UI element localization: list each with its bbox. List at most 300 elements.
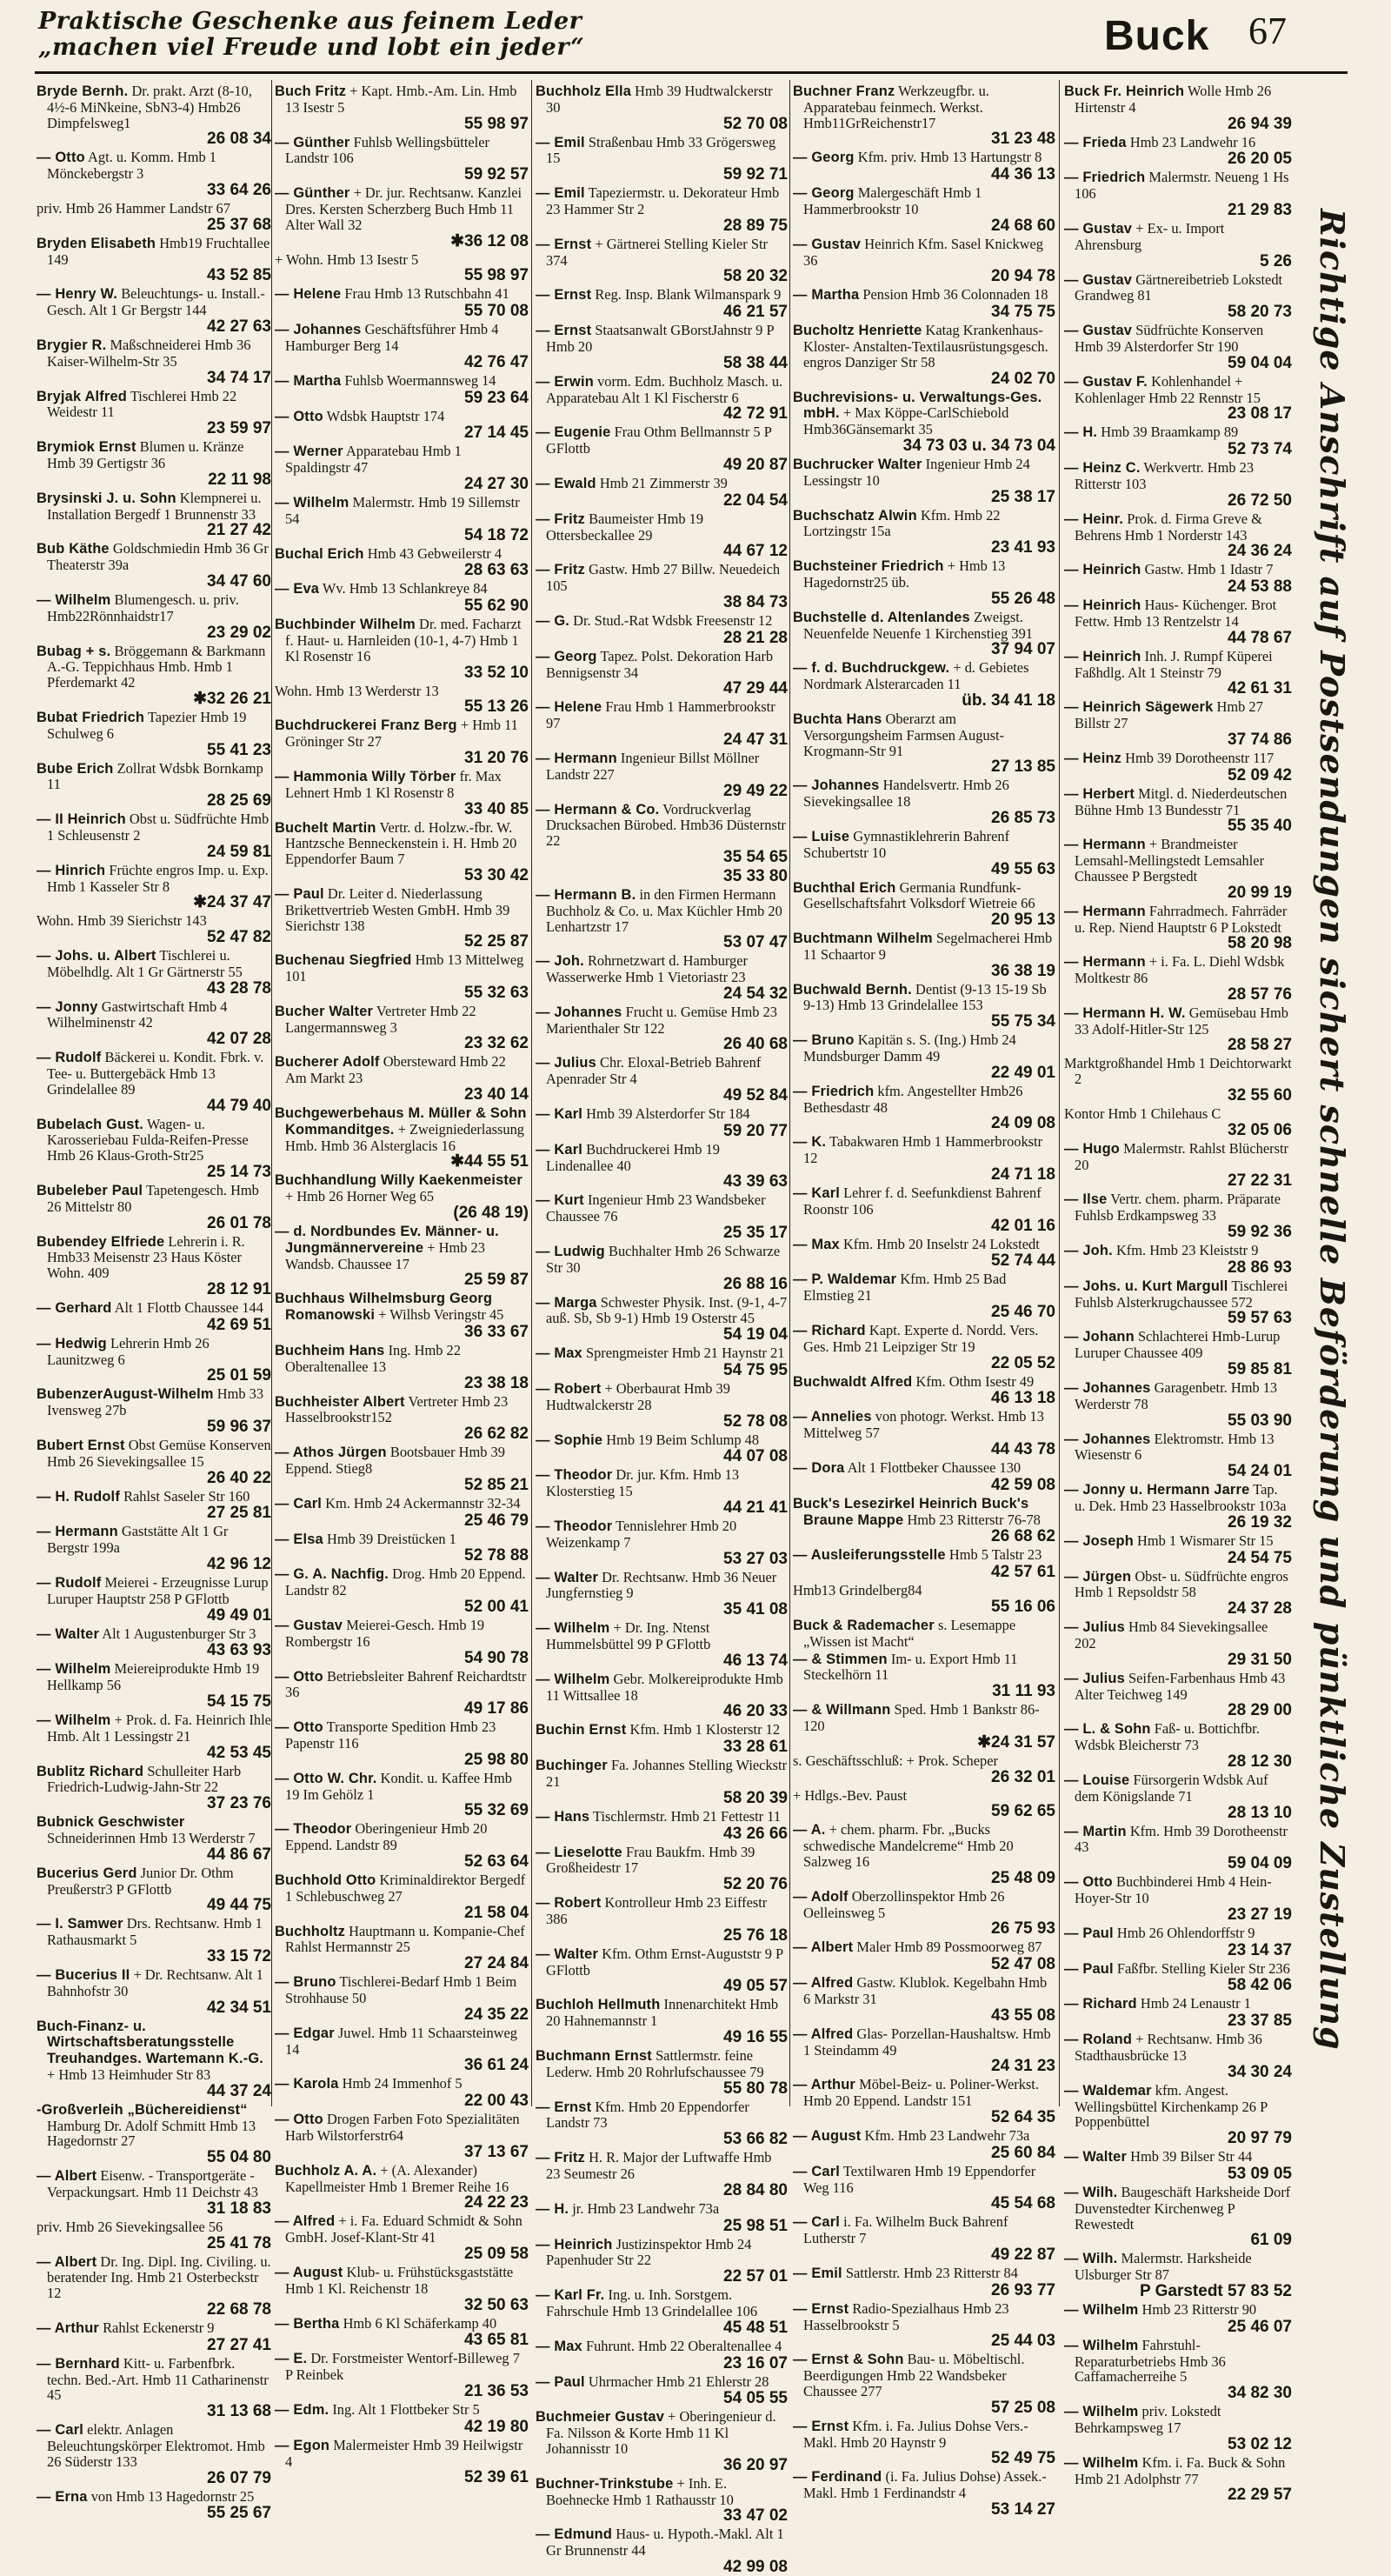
entry-details: Gastw. Hmb 27 Billw. Neuedeich 105 bbox=[546, 561, 781, 595]
entry-phone: 23 27 19 bbox=[1228, 1905, 1292, 1924]
entry-details: Kapt. Experte d. Nordd. Vers. Ges. Hmb 21 Leipziger Str 19 bbox=[803, 1322, 1039, 1355]
entry-details: Drs. Rechtsanw. Hmb 1 Rathausmarkt 5 bbox=[47, 1915, 263, 1949]
entry-phone: 52 47 82 bbox=[207, 928, 271, 947]
entry-phone: 54 05 55 bbox=[723, 2389, 788, 2408]
entry-name: — Albert bbox=[793, 1939, 854, 1956]
directory-entry bbox=[1064, 2149, 1292, 2183]
entry-name: — Bruno bbox=[275, 1974, 336, 1991]
directory-entry bbox=[1064, 323, 1292, 372]
entry-details: Tischlermstr. Hmb 21 Fettestr 11 bbox=[593, 1807, 782, 1825]
directory-entry bbox=[536, 2099, 788, 2149]
entry-name: — Heinrich bbox=[1064, 648, 1141, 664]
entry-details: Heinrich Kfm. Sasel Knickweg 36 bbox=[803, 235, 1043, 269]
entry-details: jr. Hmb 23 Landwehr 73a bbox=[572, 2199, 720, 2217]
entry-details: Haus- u. Hypoth.-Makl. Alt 1 Gr Brunnenstr 44 bbox=[546, 2526, 784, 2559]
entry-phone: üb. 34 41 18 bbox=[962, 691, 1055, 710]
entry-name: — Julius bbox=[536, 1055, 596, 1071]
entry-details: Ingenieur Hmb 23 Wandsbeker Chaussee 76 bbox=[546, 1191, 766, 1225]
directory-entry bbox=[37, 1234, 271, 1298]
entry-details: in den Firmen Hermann Buchholz & Co. u. Max Küchler Hmb 20 Lenhartzstr 17 bbox=[546, 885, 782, 935]
directory-entry bbox=[536, 2526, 788, 2576]
entry-name: — Ferdinand bbox=[793, 2469, 882, 2486]
directory-entry bbox=[37, 541, 271, 591]
directory-entry bbox=[536, 802, 788, 866]
directory-entry bbox=[37, 644, 271, 708]
entry-name: — Ernst bbox=[793, 2300, 849, 2317]
entry-details: Werkzeugfbr. u. Apparatebau feinmech. Werkst. Hmb11GrReichenstr17 bbox=[803, 83, 989, 131]
entry-name: — Waldemar bbox=[1064, 2082, 1152, 2099]
entry-details: Alt 1 Flottbeker Chaussee 130 bbox=[847, 1459, 1022, 1477]
entry-name: — Theodor bbox=[275, 1821, 352, 1838]
entry-details: Hmb 24 Lenaustr 1 bbox=[1140, 1995, 1251, 2012]
entry-phone: 37 23 76 bbox=[207, 1794, 271, 1813]
entry-name: — Heinrich bbox=[1064, 597, 1141, 614]
entry-phone: 28 29 00 bbox=[1228, 1701, 1292, 1720]
entry-phone: 53 02 12 bbox=[1228, 2434, 1292, 2453]
directory-entry bbox=[275, 2438, 529, 2487]
directory-entry bbox=[1064, 837, 1292, 901]
entry-name: — Roland bbox=[1064, 2032, 1133, 2048]
entry-details: Malergeschäft Hmb 1 Hammerbrookstr 10 bbox=[803, 184, 982, 217]
directory-entry bbox=[1064, 1925, 1292, 1959]
entry-details: + chem. pharm. Fbr. „Bucks schwedische Mandelcreme“ Hmb 20 Salzweg 16 bbox=[803, 1821, 1014, 1870]
entry-phone: 24 27 30 bbox=[464, 474, 529, 493]
directory-entry bbox=[1064, 460, 1292, 510]
entry-phone: 42 59 08 bbox=[991, 1475, 1055, 1494]
entry-details: Kfm. Hmb 20 Eppendorfer Landstr 73 bbox=[546, 2098, 749, 2132]
entry-details: + d. Gebietes Nordmark Alsterarcaden 11 bbox=[803, 659, 1029, 693]
directory-entry bbox=[793, 1323, 1055, 1372]
entry-details: von photogr. Werkst. Hmb 13 Mittelweg 57 bbox=[803, 1408, 1044, 1442]
directory-entry bbox=[1064, 699, 1292, 749]
directory-entry bbox=[275, 617, 529, 681]
entry-phone: 42 61 31 bbox=[1228, 679, 1292, 698]
directory-entry bbox=[793, 660, 1055, 710]
directory-entry bbox=[536, 83, 788, 133]
entry-details: Inh. J. Rumpf Küperei Faßhdlg. Alt 1 Steinstr 79 bbox=[1075, 647, 1273, 681]
entry-phone: 20 99 19 bbox=[1228, 883, 1292, 902]
entry-phone: 23 16 07 bbox=[723, 2353, 788, 2372]
entry-name: — Joseph bbox=[1064, 1532, 1134, 1549]
entry-phone: 23 29 02 bbox=[207, 623, 271, 642]
entry-name: — Heinr. bbox=[1064, 511, 1124, 527]
entry-phone: 22 29 57 bbox=[1228, 2486, 1292, 2505]
directory-entry bbox=[793, 1788, 1055, 1821]
entry-name: — Martha bbox=[275, 372, 342, 389]
entry-details: Dr. Ing. Dipl. Ing. Civiling. u. beratender Ing. Hmb 21 Osterbeckstr 12 bbox=[47, 2252, 271, 2302]
entry-details: Oberarzt am Versorgungsheim Farmsen August-Krogmann-Str 91 bbox=[803, 710, 1004, 759]
entry-details: Transporte Spedition Hmb 23 Papenstr 116 bbox=[285, 1718, 496, 1752]
entry-phone: 25 14 73 bbox=[207, 1163, 271, 1182]
entry-details: Gastw. Klublok. Kegelbahn Hmb 6 Markstr 31 bbox=[803, 1974, 1048, 2007]
entry-details: + i. Fa. L. Diehl Wdsbk Moltkestr 86 bbox=[1075, 953, 1285, 987]
directory-entry bbox=[536, 1432, 788, 1466]
directory-entry bbox=[1064, 954, 1292, 1004]
entry-phone: 59 23 64 bbox=[464, 388, 529, 407]
entry-name: Buck & Rademacher bbox=[793, 1618, 935, 1634]
entry-name: — Wilhelm bbox=[1064, 2337, 1139, 2353]
entry-phone: 26 19 32 bbox=[1228, 1512, 1292, 1532]
entry-details: Oberzollinspektor Hmb 26 Oelleinsweg 5 bbox=[803, 1887, 1005, 1921]
directory-entry bbox=[275, 1105, 529, 1171]
directory-entry bbox=[793, 829, 1055, 878]
entry-name: — Johannes bbox=[536, 1004, 622, 1020]
entry-name: — Wilhelm bbox=[536, 1620, 610, 1637]
entry-phone: 42 57 61 bbox=[991, 1563, 1055, 1582]
directory-entry bbox=[1064, 221, 1292, 270]
entry-phone: 52 20 76 bbox=[723, 1875, 788, 1894]
entry-name: — Walter bbox=[536, 1569, 599, 1585]
directory-entry bbox=[536, 323, 788, 372]
entry-phone: 25 60 84 bbox=[991, 2143, 1055, 2162]
directory-entry bbox=[37, 2254, 271, 2319]
directory-entry bbox=[793, 610, 1055, 659]
entry-details: Marktgroßhandel Hmb 1 Deichtorwarkt 2 bbox=[1064, 1055, 1292, 1088]
directory-entry bbox=[275, 2112, 529, 2161]
directory-entry bbox=[275, 286, 529, 320]
entry-name: Bubag + s. bbox=[37, 643, 111, 659]
directory-entry bbox=[536, 1518, 788, 1568]
entry-details: Frucht u. Gemüse Hmb 23 Marienthaler Str 122 bbox=[546, 1003, 777, 1037]
entry-details: Lehrer f. d. Seefunkdienst Bahrenf Roonstr 106 bbox=[803, 1185, 1042, 1218]
directory-entry bbox=[793, 1583, 1055, 1616]
entry-phone: 25 37 68 bbox=[207, 215, 271, 234]
entry-name: — Helene bbox=[536, 699, 602, 716]
entry-phone: ✱24 31 57 bbox=[977, 1732, 1055, 1752]
entry-phone: 21 27 42 bbox=[207, 521, 271, 540]
entry-name: Bucherer Adolf bbox=[275, 1054, 380, 1071]
entry-details: Maßschneiderei Hmb 36 Kaiser-Wilhelm-Str 35 bbox=[47, 336, 251, 370]
entry-details: + Prok. d. Fa. Heinrich Ihle Hmb. Alt 1 Lessingstr 21 bbox=[47, 1712, 271, 1745]
directory-entry bbox=[275, 444, 529, 493]
entry-name: — Julius bbox=[1064, 1619, 1125, 1636]
entry-phone: 49 05 57 bbox=[723, 1977, 788, 1996]
entry-details: Schwester Physik. Inst. (9-1, 4-7 auß. Sb, Sb 9-1) Hmb 19 Osterstr 45 bbox=[546, 1293, 788, 1327]
entry-phone: 58 20 39 bbox=[723, 1788, 788, 1807]
entry-details: Bäckerei u. Kondit. Fbrk. v. Tee- u. Buttergebäck Hmb 13 Grindelallee 89 bbox=[47, 1049, 264, 1098]
entry-name: — Ernst bbox=[536, 236, 592, 252]
entry-details: Hmb 84 Sievekingsallee 202 bbox=[1075, 1618, 1268, 1652]
entry-details: Kfm. Hmb 25 Bad Elmstieg 21 bbox=[803, 1271, 1007, 1305]
entry-phone: 21 29 83 bbox=[1228, 200, 1292, 219]
entry-details: Buchhalter Hmb 26 Schwarze Str 30 bbox=[546, 1243, 781, 1276]
entry-name: — Hermann B. bbox=[536, 886, 636, 903]
entry-name: Buchelt Martin bbox=[275, 819, 376, 836]
entry-details: Hmb 39 Alsterdorfer Str 184 bbox=[586, 1105, 750, 1123]
entry-details: Agt. u. Komm. Hmb 1 Mönckebergstr 3 bbox=[47, 149, 217, 183]
directory-entry bbox=[793, 1939, 1055, 1973]
entry-name: — Wilhelm bbox=[1064, 2404, 1139, 2420]
entry-name: — Alfred bbox=[275, 2213, 336, 2230]
entry-phone: 44 43 78 bbox=[991, 1440, 1055, 1459]
entry-phone: 55 25 67 bbox=[207, 2504, 271, 2523]
entry-name: — Martin bbox=[1064, 1823, 1127, 1839]
entry-phone: 34 82 30 bbox=[1228, 2384, 1292, 2403]
directory-entry bbox=[793, 711, 1055, 776]
entry-name: — Hermann bbox=[1064, 903, 1146, 919]
entry-name: — Karl bbox=[536, 1106, 583, 1123]
entry-phone: 28 57 76 bbox=[1228, 984, 1292, 1004]
entry-name: Brygier R. bbox=[37, 337, 107, 353]
entry-name: — Georg bbox=[536, 648, 597, 664]
entry-name: — Karl bbox=[793, 1185, 841, 1202]
entry-phone: 53 30 42 bbox=[464, 865, 529, 884]
entry-details: Hamburg Dr. Adolf Schmitt Hmb 13 Hagedornstr 27 bbox=[47, 2117, 256, 2150]
entry-name: — Wilhelm bbox=[37, 1661, 111, 1678]
entry-name: — Gustav bbox=[793, 236, 862, 252]
entry-details: Dr. Forstmeister Wentorf-Billeweg 7 P Reinbek bbox=[285, 2350, 520, 2384]
directory-entry bbox=[793, 2266, 1055, 2299]
directory-entry bbox=[793, 1652, 1055, 1701]
entry-phone: 53 66 82 bbox=[723, 2130, 788, 2149]
entry-name: Bryden Elisabeth bbox=[37, 235, 156, 251]
entry-name: — Ernst bbox=[536, 2099, 592, 2115]
entry-details: H. R. Major der Luftwaffe Hmb 23 Seumestr 26 bbox=[546, 2149, 772, 2182]
column-1 bbox=[37, 83, 271, 2523]
entry-details: + Ex- u. Import Ahrensburg bbox=[1075, 219, 1225, 253]
entry-phone: 42 07 28 bbox=[207, 1030, 271, 1049]
entry-details: Segelmacherei Hmb 11 Schaartor 9 bbox=[803, 930, 1053, 963]
entry-details: Obst u. Südfrüchte Hmb 1 Schleusenstr 2 bbox=[47, 811, 270, 844]
directory-entry bbox=[793, 931, 1055, 980]
entry-phone: 27 13 85 bbox=[991, 757, 1055, 777]
entry-details: Oberingenieur Hmb 20 Eppend. Landstr 89 bbox=[285, 1820, 488, 1854]
entry-phone: 54 24 01 bbox=[1228, 1462, 1292, 1481]
directory-entry bbox=[275, 1532, 529, 1565]
entry-details: Kfm. Hmb 39 Dorotheenstr 43 bbox=[1075, 1822, 1288, 1856]
directory-entry bbox=[536, 476, 788, 510]
entry-phone: 52 74 44 bbox=[991, 1251, 1055, 1271]
entry-name: — Paul bbox=[536, 2373, 585, 2390]
directory-entry bbox=[536, 953, 788, 1003]
entry-name: — Marga bbox=[536, 1294, 597, 1311]
entry-phone: 45 48 51 bbox=[723, 2318, 788, 2337]
entry-name: — Wilhelm bbox=[37, 591, 111, 608]
entry-details: Blumengesch. u. priv. Hmb22Rönnhaidstr17 bbox=[47, 591, 239, 624]
entry-phone: 5 26 bbox=[1260, 251, 1292, 270]
entry-details: Garagenbetr. Hmb 13 Werderstr 78 bbox=[1075, 1379, 1278, 1412]
entry-details: (i. Fa. Julius Dohse) Assek.-Makl. Hmb 1 Ferdinandstr 4 bbox=[803, 2468, 1047, 2502]
entry-name: — Robert bbox=[536, 1895, 602, 1912]
entry-phone: 36 33 67 bbox=[464, 1323, 529, 1342]
directory-entry bbox=[37, 236, 271, 285]
directory-entry bbox=[275, 684, 529, 717]
entry-name: — Lieselotte bbox=[536, 1844, 622, 1860]
directory-entry bbox=[793, 287, 1055, 321]
directory-entry bbox=[1064, 1106, 1292, 1139]
directory-entry bbox=[37, 863, 271, 912]
entry-name: Buchta Hans bbox=[793, 711, 882, 727]
entry-details: Klempnerei u. Installation Bergedf 1 Brunnenstr 33 bbox=[47, 489, 262, 523]
entry-details: Mitgl. d. Niederdeutschen Bühne Hmb 13 Bundesstr 71 bbox=[1075, 784, 1288, 818]
entry-details: Hmb 21 Zimmerstr 39 bbox=[599, 474, 728, 491]
directory-entry bbox=[37, 1489, 271, 1523]
entry-phone: 36 20 97 bbox=[723, 2455, 788, 2474]
directory-entry bbox=[275, 185, 529, 250]
directory-entry bbox=[536, 1295, 788, 1345]
entry-name: — Jürgen bbox=[1064, 1568, 1132, 1585]
entry-details: Wagen- u. Karosseriebau Fulda-Reifen-Presse Hmb 26 Klaus-Groth-Str25 bbox=[47, 1115, 249, 1165]
directory-entry bbox=[1064, 1056, 1292, 1104]
entry-name: — Elsa bbox=[275, 1531, 323, 1547]
entry-phone: 36 61 24 bbox=[464, 2056, 529, 2075]
entry-details: + Brandmeister Lemsahl-Mellingstedt Lemsahler Chaussee P Bergstedt bbox=[1075, 836, 1265, 884]
entry-phone: 24 02 70 bbox=[991, 369, 1055, 388]
entry-name: Buchdruckerei Franz Berg bbox=[275, 717, 457, 734]
entry-details: Frau Hmb 13 Rutschbahn 41 bbox=[344, 285, 509, 303]
entry-phone: ✱24 37 47 bbox=[193, 893, 271, 912]
entry-details: Kfm. Othm Ernst-Auguststr 9 P GFlottb bbox=[546, 1945, 783, 1979]
entry-phone: 58 38 44 bbox=[723, 353, 788, 372]
entry-details: Kfm. Othm Isestr 49 bbox=[915, 1372, 1035, 1390]
entry-phone: 42 01 16 bbox=[991, 1216, 1055, 1235]
entry-name: — Herbert bbox=[1064, 785, 1135, 802]
entry-name: — Wilhelm bbox=[536, 1671, 610, 1687]
entry-details: Sprengmeister Hmb 21 Haynstr 21 bbox=[585, 1345, 785, 1362]
entry-phone: 59 85 81 bbox=[1228, 1360, 1292, 1379]
entry-details: Dr. Stud.-Rat Wdsbk Freesenstr 12 bbox=[573, 611, 773, 629]
entry-details: + Rechtsanw. Hmb 36 Stadthausbrücke 13 bbox=[1075, 2031, 1262, 2064]
entry-phone: 49 20 87 bbox=[723, 455, 788, 474]
directory-entry bbox=[37, 2320, 271, 2354]
slogan-line-1: Praktische Geschenke aus feinem Leder bbox=[38, 8, 582, 35]
entry-name: — Alfred bbox=[793, 1975, 854, 1992]
directory-entry bbox=[793, 982, 1055, 1031]
directory-entry bbox=[275, 717, 529, 767]
entry-name: — Hedwig bbox=[37, 1335, 107, 1351]
entry-name: — Friedrich bbox=[793, 1083, 875, 1099]
entry-details: Tapetengesch. Hmb 26 Mittelstr 80 bbox=[47, 1182, 259, 1215]
entry-phone: 33 28 61 bbox=[723, 1738, 788, 1757]
entry-details: Hmb 39 Braamkamp 89 bbox=[1101, 424, 1239, 441]
entry-name: — Georg bbox=[793, 150, 855, 166]
directory-entry bbox=[536, 613, 788, 647]
directory-entry bbox=[1064, 1996, 1292, 2030]
entry-phone: 49 16 55 bbox=[723, 2027, 788, 2046]
entry-details: Sattlermstr. feine Lederw. Hmb 20 Rohrlufschaussee 79 bbox=[546, 2046, 764, 2080]
entry-phone: 26 85 73 bbox=[991, 808, 1055, 827]
directory-entry bbox=[275, 495, 529, 544]
directory-entry bbox=[275, 1445, 529, 1494]
entry-name: — H. bbox=[1064, 424, 1098, 441]
entry-phone: 35 33 80 bbox=[723, 866, 788, 885]
entry-phone: 53 09 05 bbox=[1228, 2164, 1292, 2183]
entry-phone: 28 13 10 bbox=[1228, 1803, 1292, 1822]
entry-phone: 54 18 72 bbox=[464, 525, 529, 544]
entry-name: — Emil bbox=[536, 185, 585, 202]
entry-phone: 46 21 57 bbox=[723, 303, 788, 322]
entry-name: — Fritz bbox=[536, 2150, 585, 2166]
entry-details: Germania Rundfunk- Gesellschaftsfahrt Volksdorf Wietreie 66 bbox=[803, 878, 1035, 912]
entry-name: — Friedrich bbox=[1064, 170, 1146, 186]
entry-details: Eisenw. - Transportgeräte - Verpackungsart. Hmb 11 Deichstr 43 bbox=[47, 2167, 258, 2200]
entry-name: — Henry W. bbox=[37, 286, 118, 303]
directory-entry bbox=[37, 150, 271, 199]
entry-phone: 43 65 81 bbox=[464, 2331, 529, 2350]
entry-details: + Hmb 13 Heimhuder Str 83 bbox=[47, 2065, 211, 2083]
entry-details: Drog. Hmb 20 Eppend. Landstr 82 bbox=[285, 1565, 526, 1599]
entry-details: Innenarchitekt Hmb 20 Hahnemannstr 1 bbox=[546, 1996, 779, 2030]
entry-phone: 42 19 80 bbox=[464, 2417, 529, 2436]
entry-details: Apparatebau Hmb 1 Spaldingstr 47 bbox=[285, 443, 462, 477]
entry-details: Kfm. Hmb 22 Lortzingstr 15a bbox=[803, 506, 1001, 540]
entry-details: Gastwirtschaft Hmb 4 Wilhelminenstr 42 bbox=[47, 998, 228, 1031]
entry-phone: 22 11 98 bbox=[208, 470, 271, 489]
entry-name: — Hermann bbox=[37, 1524, 118, 1540]
directory-entry bbox=[536, 287, 788, 321]
entry-phone: 52 73 74 bbox=[1228, 440, 1292, 459]
entry-name: — Gustav bbox=[1064, 220, 1133, 237]
entry-name: — Erwin bbox=[536, 373, 594, 390]
directory-entry bbox=[1064, 1141, 1292, 1191]
directory-entry bbox=[536, 1809, 788, 1843]
entry-details: + (A. Alexander) Kapellmeister Hmb 1 Bremer Reihe 16 bbox=[285, 2161, 509, 2195]
entry-details: Tapez. Polst. Dekoration Harb Bennigsenstr 34 bbox=[546, 647, 774, 681]
entry-phone: 23 41 93 bbox=[991, 538, 1055, 557]
entry-details: Ingenieur Billst Möllner Landstr 227 bbox=[546, 749, 760, 783]
entry-details: Dentist (9-13 15-19 Sb 9-13) Hmb 13 Grindelallee 153 bbox=[803, 980, 1047, 1014]
directory-entry bbox=[37, 1916, 271, 1965]
directory-entry bbox=[536, 1345, 788, 1379]
entry-phone: 24 36 24 bbox=[1228, 542, 1292, 561]
entry-phone: 52 78 08 bbox=[723, 1411, 788, 1431]
directory-entry bbox=[37, 811, 271, 861]
entry-phone: 59 57 63 bbox=[1228, 1309, 1292, 1328]
entry-phone: 31 13 68 bbox=[207, 2402, 271, 2421]
entry-phone: 25 46 79 bbox=[464, 1511, 529, 1530]
directory-entry bbox=[793, 2214, 1055, 2264]
entry-details: Katag Krankenhaus- Kloster- Anstalten-Textilausrüstungsgesch. engros Danziger Str 58 bbox=[803, 322, 1048, 370]
column-3 bbox=[536, 83, 788, 2576]
header-rule bbox=[35, 71, 1348, 74]
directory-entry bbox=[793, 83, 1055, 148]
entry-phone: 49 44 75 bbox=[207, 1896, 271, 1915]
entry-details: von Hmb 13 Hagedornstr 25 bbox=[90, 2487, 255, 2505]
entry-details: + Gärtnerei Stelling Kieler Str 374 bbox=[546, 235, 768, 269]
entry-phone: 31 23 48 bbox=[991, 130, 1055, 149]
entry-details: Gärtnereibetrieb Lokstedt Grandweg 81 bbox=[1075, 270, 1283, 304]
directory-entry bbox=[536, 1620, 788, 1670]
directory-entry bbox=[793, 2419, 1055, 2468]
entry-details: Hmb 6 Kl Schäferkamp 40 bbox=[343, 2314, 497, 2332]
directory-entry bbox=[536, 1106, 788, 1140]
entry-details: + i. Fa. Eduard Schmidt & Sohn GmbH. Josef-Klant-Str 41 bbox=[285, 2212, 522, 2246]
entry-details: Buchbinderei Hmb 4 Hein-Hoyer-Str 10 bbox=[1075, 1873, 1272, 1906]
entry-phone: 46 13 74 bbox=[723, 1651, 788, 1670]
entry-name: — Julius bbox=[1064, 1670, 1125, 1686]
entry-name: Buchholz A. A. bbox=[275, 2162, 377, 2179]
entry-phone: 34 74 17 bbox=[207, 368, 271, 387]
entry-phone: 31 11 93 bbox=[992, 1682, 1055, 1701]
directory-entry bbox=[37, 2219, 271, 2252]
entry-name: — Günther bbox=[275, 185, 350, 202]
entry-details: Textilwaren Hmb 19 Eppendorfer Weg 116 bbox=[803, 2162, 1036, 2196]
entry-details: Km. Hmb 24 Ackermannstr 32-34 bbox=[325, 1494, 521, 1512]
entry-phone: 26 40 22 bbox=[207, 1468, 271, 1487]
entry-details: priv. Lokstedt Behrkampsweg 17 bbox=[1075, 2403, 1221, 2436]
directory-entry bbox=[37, 1117, 271, 1181]
entry-name: — Emil bbox=[536, 134, 585, 150]
entry-details: Meierei-Gesch. Hmb 19 Rombergstr 16 bbox=[285, 1617, 485, 1650]
entry-name: — A. bbox=[793, 1822, 826, 1839]
entry-phone: 52 47 08 bbox=[991, 1955, 1055, 1974]
directory-entry bbox=[536, 237, 788, 286]
directory-entry bbox=[1064, 1005, 1292, 1055]
entry-phone: 24 22 23 bbox=[464, 2193, 529, 2212]
entry-name: — Kurt bbox=[536, 1192, 584, 1209]
entry-phone: 44 86 67 bbox=[207, 1845, 271, 1864]
entry-details: Justizinspektor Hmb 24 Papenhuder Str 22 bbox=[546, 2235, 752, 2269]
